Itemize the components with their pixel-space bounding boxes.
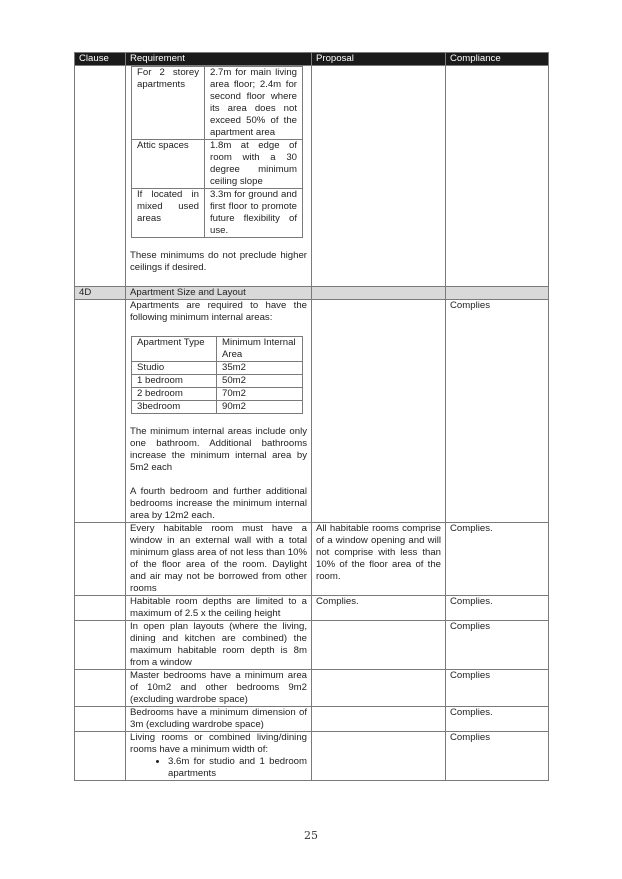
area-type: 1 bedroom [132, 375, 217, 388]
section-title: Apartment Size and Layout [126, 287, 312, 300]
table-header-row [75, 53, 549, 66]
area-table-head [132, 337, 303, 362]
ceiling-requirement [126, 66, 312, 287]
area-head-area: Minimum Internal Area [217, 337, 303, 362]
area-value: 35m2 [217, 362, 303, 375]
bedroom-area-requirement: Master bedrooms have a minimum area of 10m2 and other bedrooms 9m2 (excluding wardrobe space) [126, 670, 312, 707]
area-row [132, 362, 303, 375]
table-row [75, 621, 549, 670]
area-type: 2 bedroom [132, 388, 217, 401]
window-requirement: Every habitable room must have a window in an external wall with a total minimum glass area of not less than 10% of the floor area of the room. Daylight and air may not be borrowed from other rooms [126, 523, 312, 596]
header-clause: Clause [75, 53, 126, 66]
area-row [132, 375, 303, 388]
area-value: 70m2 [217, 388, 303, 401]
ceiling-row [132, 67, 303, 140]
table-row [75, 66, 549, 287]
area-type: Studio [132, 362, 217, 375]
openplan-requirement: In open plan layouts (where the living, dining and kitchen are combined) the maximum habitable room depth is 8m from a window [126, 621, 312, 670]
ceiling-label: Attic spaces [132, 140, 205, 189]
openplan-compliance: Complies [446, 621, 549, 670]
areas-intro: Apartments are required to have the following minimum internal areas: [130, 300, 307, 323]
ceiling-value: 3.3m for ground and first floor to promote future flexibility of use. [205, 189, 303, 238]
table-row [75, 707, 549, 732]
table-row [75, 523, 549, 596]
depth-requirement: Habitable room depths are limited to a maximum of 2.5 x the ceiling height [126, 596, 312, 621]
ceiling-label: If located in mixed used areas [132, 189, 205, 238]
bedroom-area-compliance: Complies [446, 670, 549, 707]
compliance-table [74, 52, 549, 781]
bedroom-dim-compliance: Complies. [446, 707, 549, 732]
table-row [75, 300, 549, 523]
living-width-requirement: Living rooms or combined living/dining rooms have a minimum width of: [130, 732, 307, 755]
section-row [75, 287, 549, 300]
internal-area-table [131, 336, 303, 414]
area-row [132, 401, 303, 414]
area-head-type: Apartment Type [132, 337, 217, 362]
ceiling-row [132, 189, 303, 238]
table-row [75, 670, 549, 707]
ceiling-height-table [131, 66, 303, 238]
area-row [132, 388, 303, 401]
depth-compliance: Complies. [446, 596, 549, 621]
depth-proposal: Complies. [312, 596, 446, 621]
ceiling-value: 1.8m at edge of room with a 30 degree minimum ceiling slope [205, 140, 303, 189]
ceiling-row [132, 140, 303, 189]
living-width-list [130, 756, 307, 780]
areas-bedroom-note: A fourth bedroom and further additional bedrooms increase the minimum internal area by 12m2 each. [130, 486, 307, 521]
page-number: 25 [304, 829, 318, 842]
ceiling-note: These minimums do not preclude higher ceilings if desired. [130, 250, 307, 273]
header-compliance: Compliance [446, 53, 549, 66]
area-value: 90m2 [217, 401, 303, 414]
ceiling-label: For 2 storey apartments [132, 67, 205, 140]
table-row [75, 596, 549, 621]
area-value: 50m2 [217, 375, 303, 388]
table-row [75, 732, 549, 781]
areas-bathroom-note: The minimum internal areas include only one bathroom. Additional bathrooms increase the minimum internal area by 5m2 each [130, 426, 307, 473]
list-item: • 3.6m for studio and 1 bedroom apartments [168, 756, 307, 780]
window-compliance: Complies. [446, 523, 549, 596]
section-clause: 4D [75, 287, 126, 300]
ceiling-value: 2.7m for main living area floor; 2.4m for second floor where its area does not exceed 50% of the apartment area [205, 67, 303, 140]
living-width-compliance: Complies [446, 732, 549, 781]
areas-compliance: Complies [446, 300, 549, 523]
header-requirement: Requirement [126, 53, 312, 66]
header-proposal: Proposal [312, 53, 446, 66]
bedroom-dim-requirement: Bedrooms have a minimum dimension of 3m (excluding wardrobe space) [126, 707, 312, 732]
window-proposal: All habitable rooms comprise of a window opening and will not comprise with less than 10% of the floor area of the room. [312, 523, 446, 596]
area-type: 3bedroom [132, 401, 217, 414]
